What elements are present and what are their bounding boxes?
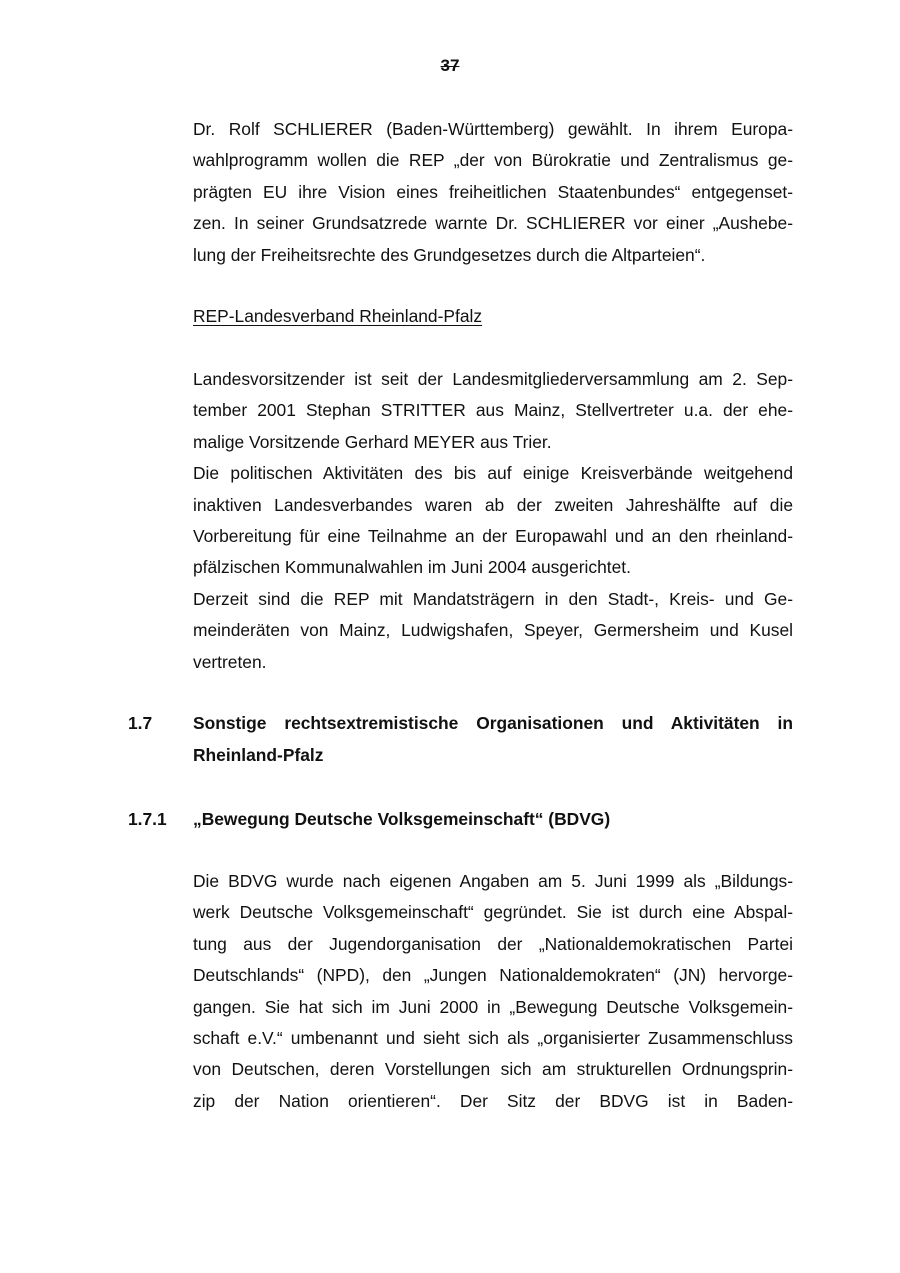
text-line: Die politischen Aktivitäten des bis auf einige Kreisverbände weitgehend — [193, 463, 793, 484]
text-line: Vorbereitung für eine Teilnahme an der Europawahl und an den rheinland- — [193, 525, 793, 546]
text-line: meinderäten von Mainz, Ludwigshafen, Speyer, Germersheim und Kusel — [193, 620, 793, 641]
section-title-line: Rheinland-Pfalz — [193, 745, 324, 765]
text-line: zen. In seiner Grundsatzrede warnte Dr. SCHLIERER vor einer „Aushebe- — [193, 213, 793, 234]
subheading-text: REP-Landesverband Rheinland-Pfalz — [193, 306, 483, 326]
text-line: von Deutschen, deren Vorstellungen sich am strukturellen Ordnungsprin- — [193, 1059, 793, 1080]
text-line: Landesvorsitzender ist seit der Landesmitgliederversammlung am 2. Sep- — [193, 369, 793, 389]
text-line: tung aus der Jugendorganisation der „Nationaldemokratischen Partei — [193, 933, 793, 954]
text-line: gangen. Sie hat sich im Juni 2000 in „Bewegung Deutsche Volksgemein- — [193, 996, 793, 1017]
text-line: lung der Freiheitsrechte des Grundgesetzes durch die Altparteien“. — [193, 244, 706, 265]
subheading-rep-landesverband — [193, 301, 793, 332]
paragraph-bdvg — [193, 866, 793, 1117]
text-line: Dr. Rolf SCHLIERER (Baden-Württemberg) gewählt. In ihrem Europa- — [193, 119, 793, 139]
text-line: tember 2001 Stephan STRITTER aus Mainz, Stellvertreter u.a. der ehe- — [193, 400, 793, 421]
text-line: Die BDVG wurde nach eigenen Angaben am 5. Juni 1999 als „Bildungs- — [193, 871, 793, 891]
text-line: prägten EU ihre Vision eines freiheitlichen Staatenbundes“ entgegenset- — [193, 181, 793, 202]
text-line: werk Deutsche Volksgemeinschaft“ gegründet. Sie ist durch eine Abspal- — [193, 902, 793, 923]
page-number: 37 — [440, 56, 460, 75]
section-number: 1.7.1 — [128, 809, 167, 829]
text-line: Derzeit sind die REP mit Mandatsträgern in den Stadt-, Kreis- und Ge- — [193, 588, 793, 609]
text-line: zip der Nation orientieren“. Der Sitz der BDVG ist in Baden- — [193, 1090, 793, 1111]
section-title: „Bewegung Deutsche Volksgemeinschaft“ (BDVG) — [193, 809, 611, 829]
text-line: pfälzischen Kommunalwahlen im Juni 2004 ausgerichtet. — [193, 557, 631, 578]
paragraph-landesverband — [193, 364, 793, 678]
text-line: vertreten. — [193, 651, 267, 672]
section-title-line: Sonstige rechtsextremistische Organisationen und Aktivitäten in — [193, 713, 793, 733]
text-line: schaft e.V.“ umbenannt und sieht sich als „organisierter Zusammenschluss — [193, 1027, 793, 1048]
section-number: 1.7 — [128, 713, 153, 733]
paragraph-schlierer — [193, 114, 793, 271]
text-line: malige Vorsitzende Gerhard MEYER aus Trier. — [193, 431, 552, 452]
text-line: Deutschlands“ (NPD), den „Jungen Nationaldemokraten“ (JN) hervorge- — [193, 965, 793, 986]
text-line: inaktiven Landesverbandes waren ab der zweiten Jahreshälfte auf die — [193, 494, 793, 515]
text-line: wahlprogramm wollen die REP „der von Bürokratie und Zentralismus ge- — [193, 150, 793, 171]
